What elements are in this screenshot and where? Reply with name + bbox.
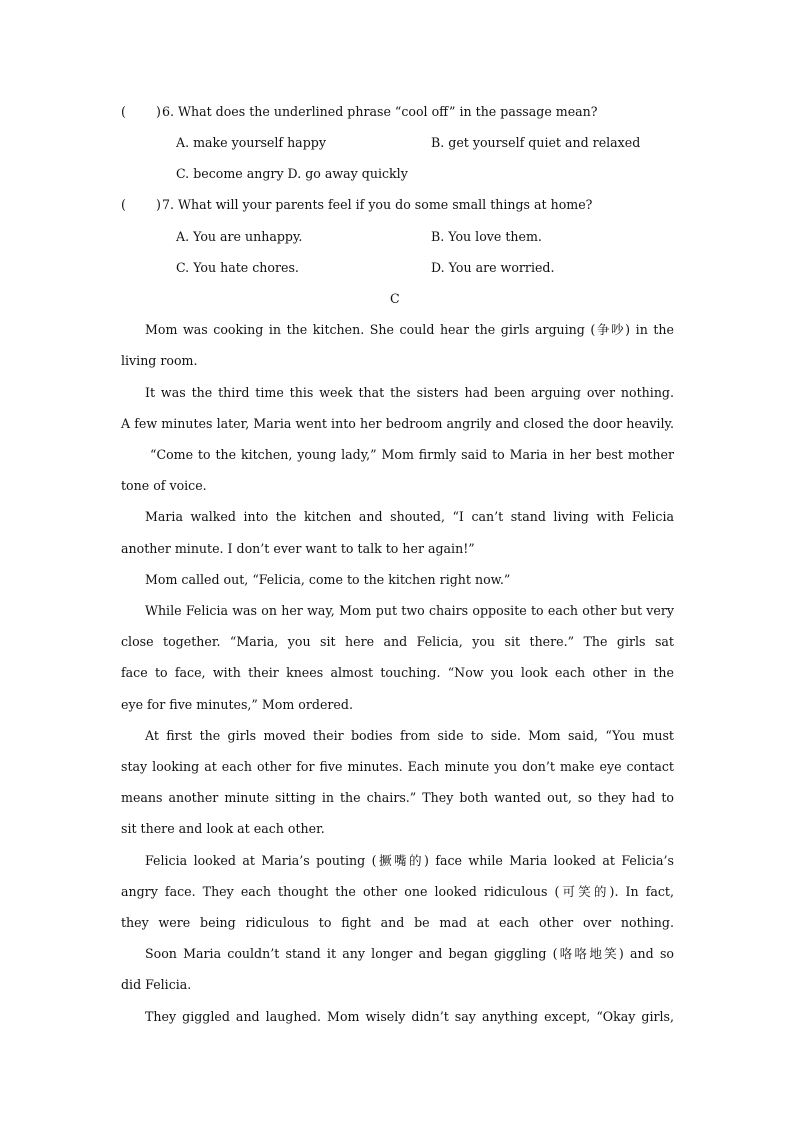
answer-bracket-open: ( [121, 104, 126, 119]
question-7-option-b: B. You love them. [431, 229, 542, 244]
question-7-text: 7. What will your parents feel if you do some small things at home? [162, 197, 593, 212]
passage-line: Soon Maria couldn’t stand it any longer and began giggling (咯咯地笑) and so [145, 946, 674, 961]
question-6-option-c-d: C. become angry D. go away quickly [176, 166, 408, 181]
answer-bracket-close: ) [156, 197, 161, 212]
passage-line: While Felicia was on her way, Mom put two chairs opposite to each other but very [145, 603, 674, 618]
passage-line: living room. [121, 353, 198, 368]
passage-line: close together. “Maria, you sit here and Felicia, you sit there.” The girls sat [121, 634, 674, 649]
passage-line: another minute. I don’t ever want to talk to her again!” [121, 541, 475, 556]
passage-line: means another minute sitting in the chairs.” They both wanted out, so they had to [121, 790, 674, 805]
question-7-option-a: A. You are unhappy. [176, 229, 303, 244]
passage-line: tone of voice. [121, 478, 207, 493]
answer-bracket-open: ( [121, 197, 126, 212]
passage-line: They giggled and laughed. Mom wisely didn’t say anything except, “Okay girls, [145, 1009, 674, 1024]
passage-line: they were being ridiculous to fight and be mad at each other over nothing. [121, 915, 674, 930]
passage-line: angry face. They each thought the other one looked ridiculous (可笑的). In fact, [121, 884, 674, 899]
question-6-option-a: A. make yourself happy [176, 135, 326, 150]
passage-line: stay looking at each other for five minutes. Each minute you don’t make eye contact [121, 759, 674, 774]
question-6-text: 6. What does the underlined phrase “cool off” in the passage mean? [162, 104, 598, 119]
passage-line: sit there and look at each other. [121, 821, 325, 836]
passage-line: A few minutes later, Maria went into her bedroom angrily and closed the door heavily. [121, 416, 674, 431]
passage-line: It was the third time this week that the sisters had been arguing over nothing. [145, 385, 674, 400]
passage-line: Mom called out, “Felicia, come to the kitchen right now.” [145, 572, 511, 587]
passage-line: did Felicia. [121, 977, 192, 992]
passage-line: “Come to the kitchen, young lady,” Mom firmly said to Maria in her best mother [150, 447, 674, 462]
passage-line: Felicia looked at Maria’s pouting (撅嘴的) face while Maria looked at Felicia’s [145, 853, 674, 868]
answer-bracket-close: ) [156, 104, 161, 119]
question-7-option-d: D. You are worried. [431, 260, 555, 275]
section-heading: C [390, 291, 400, 306]
passage-line: Maria walked into the kitchen and shouted, “I can’t stand living with Felicia [145, 509, 674, 524]
question-7-option-c: C. You hate chores. [176, 260, 299, 275]
question-6-option-b: B. get yourself quiet and relaxed [431, 135, 641, 150]
passage-line: At first the girls moved their bodies from side to side. Mom said, “You must [145, 728, 674, 743]
passage-line: eye for five minutes,” Mom ordered. [121, 697, 353, 712]
passage-line: Mom was cooking in the kitchen. She could hear the girls arguing (争吵) in the [145, 322, 674, 337]
passage-line: face to face, with their knees almost touching. “Now you look each other in the [121, 665, 674, 680]
